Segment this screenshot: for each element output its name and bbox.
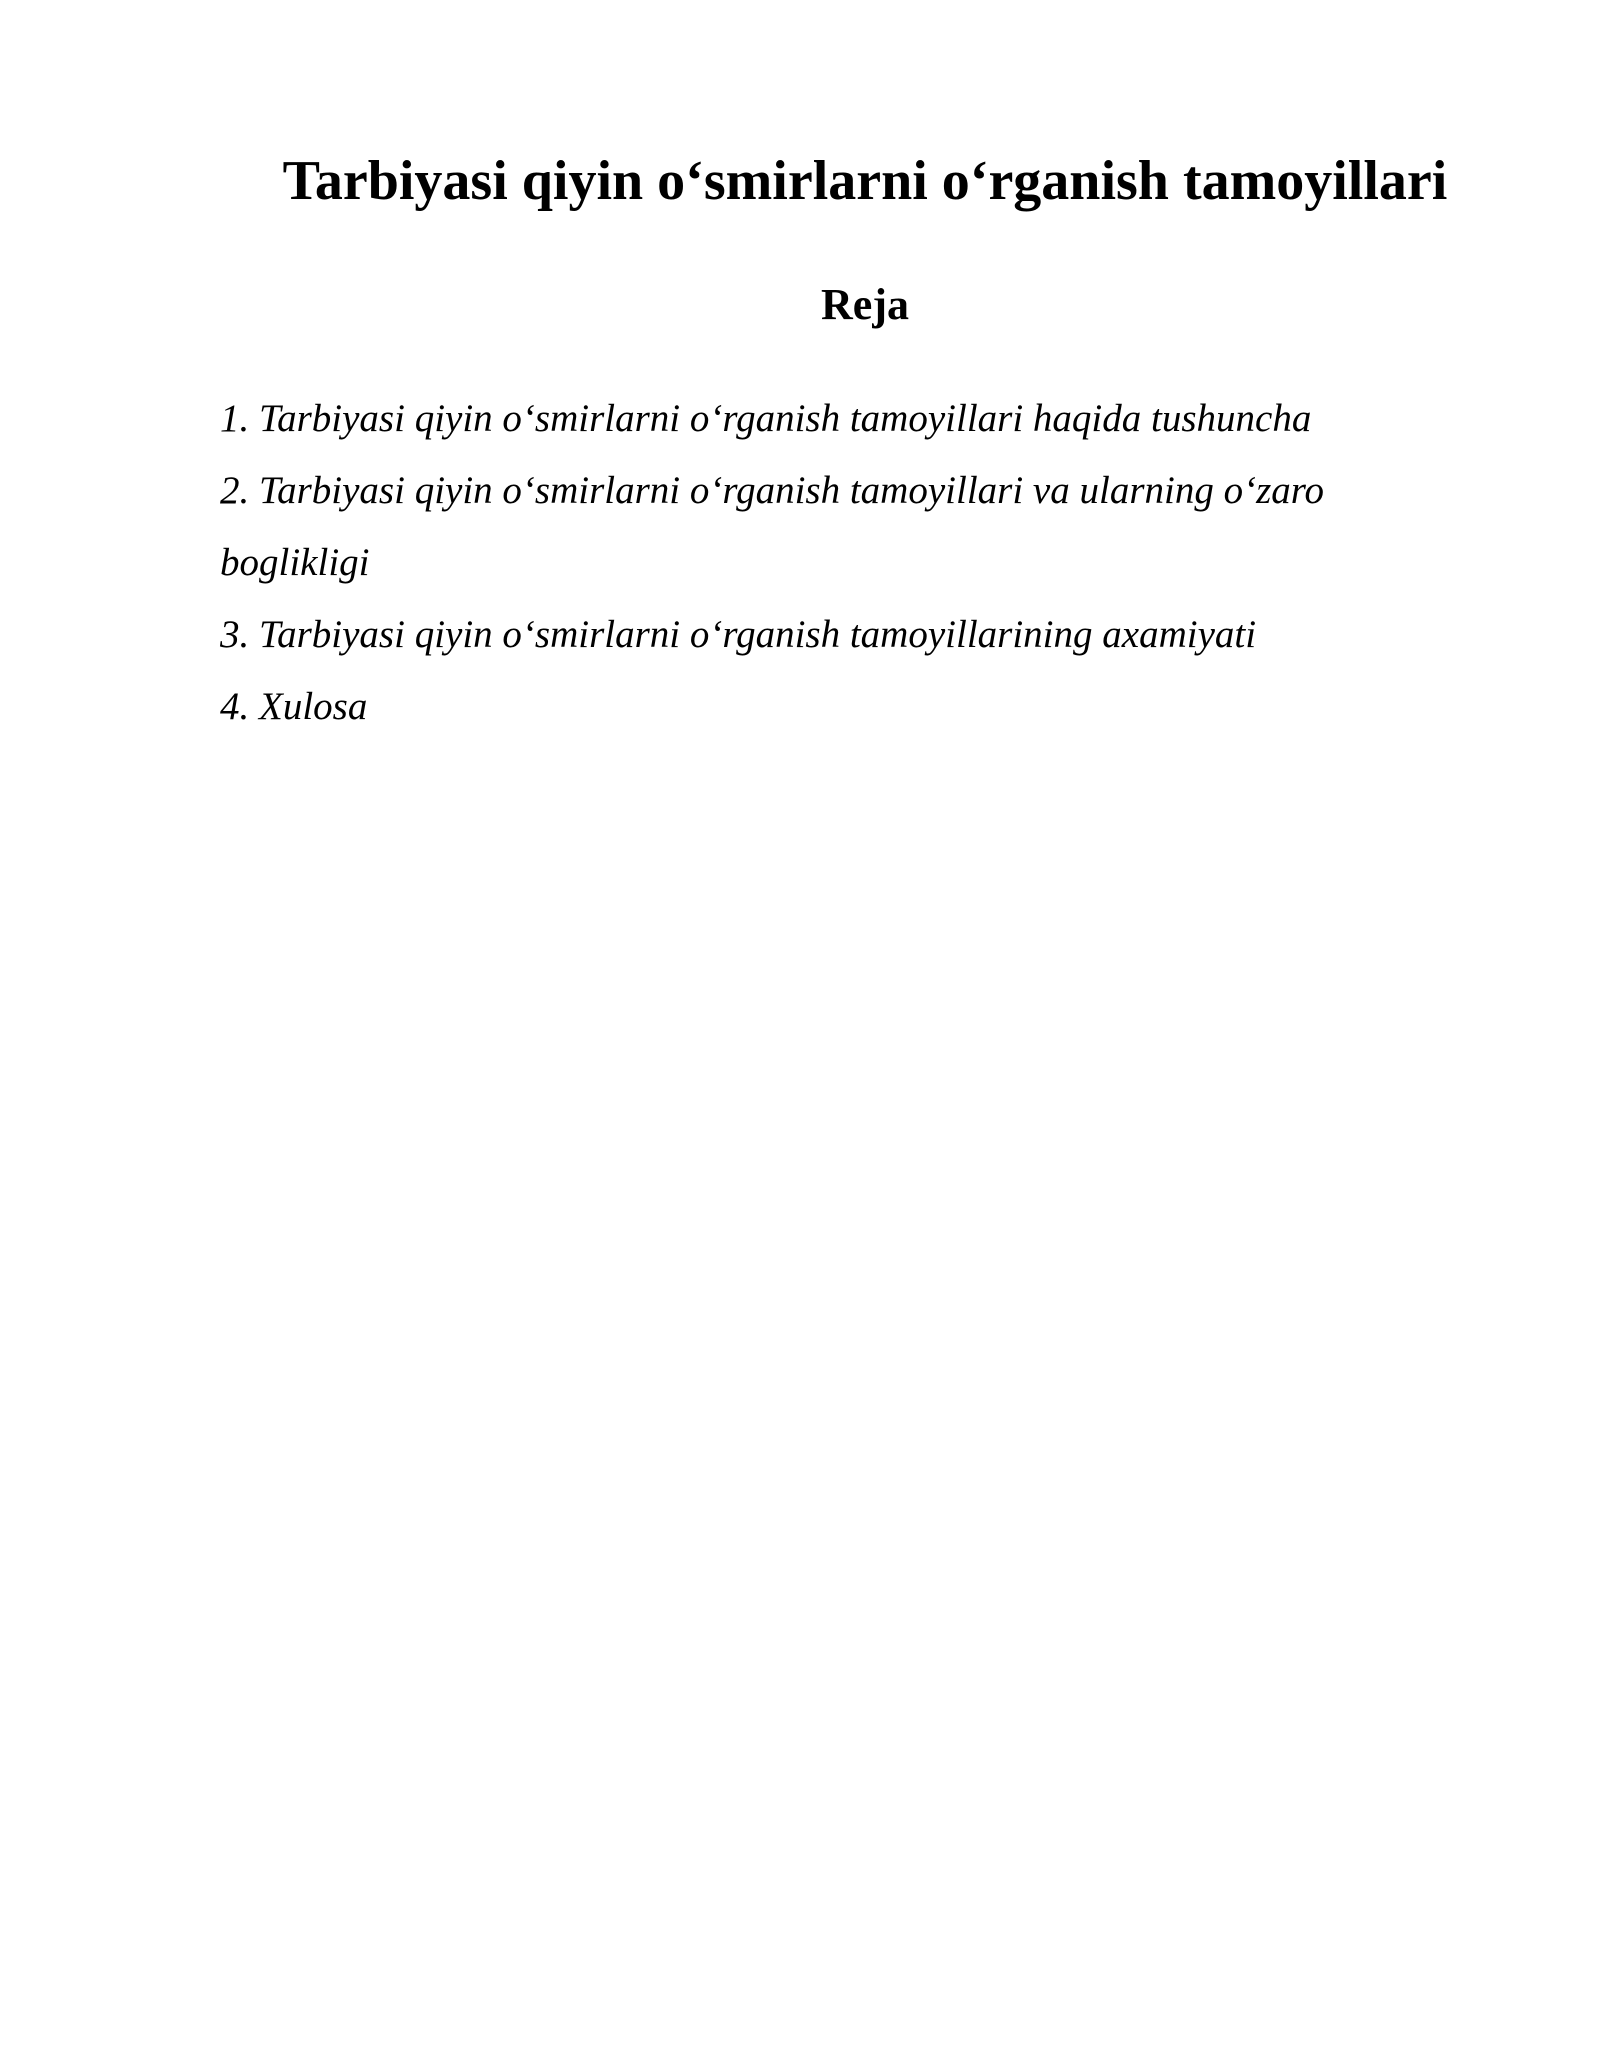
document-title: Tarbiyasi qiyin o‘smirlarni o‘rganish tamoyillari: [282, 150, 1448, 212]
plan-item-3: 3. Tarbiyasi qiyin o‘smirlarni o‘rganish tamoyillarining axamiyati: [220, 613, 1257, 656]
plan-item-4: 4. Xulosa: [220, 685, 368, 728]
plan-list: [220, 383, 1440, 743]
plan-heading: Reja: [821, 280, 909, 329]
plan-item-1: 1. Tarbiyasi qiyin o‘smirlarni o‘rganish tamoyillari haqida tushuncha: [220, 397, 1312, 440]
plan-item-2: 2. Tarbiyasi qiyin o‘smirlarni o‘rganish tamoyillari va ularning o‘zaro boglikligi: [220, 469, 1324, 584]
